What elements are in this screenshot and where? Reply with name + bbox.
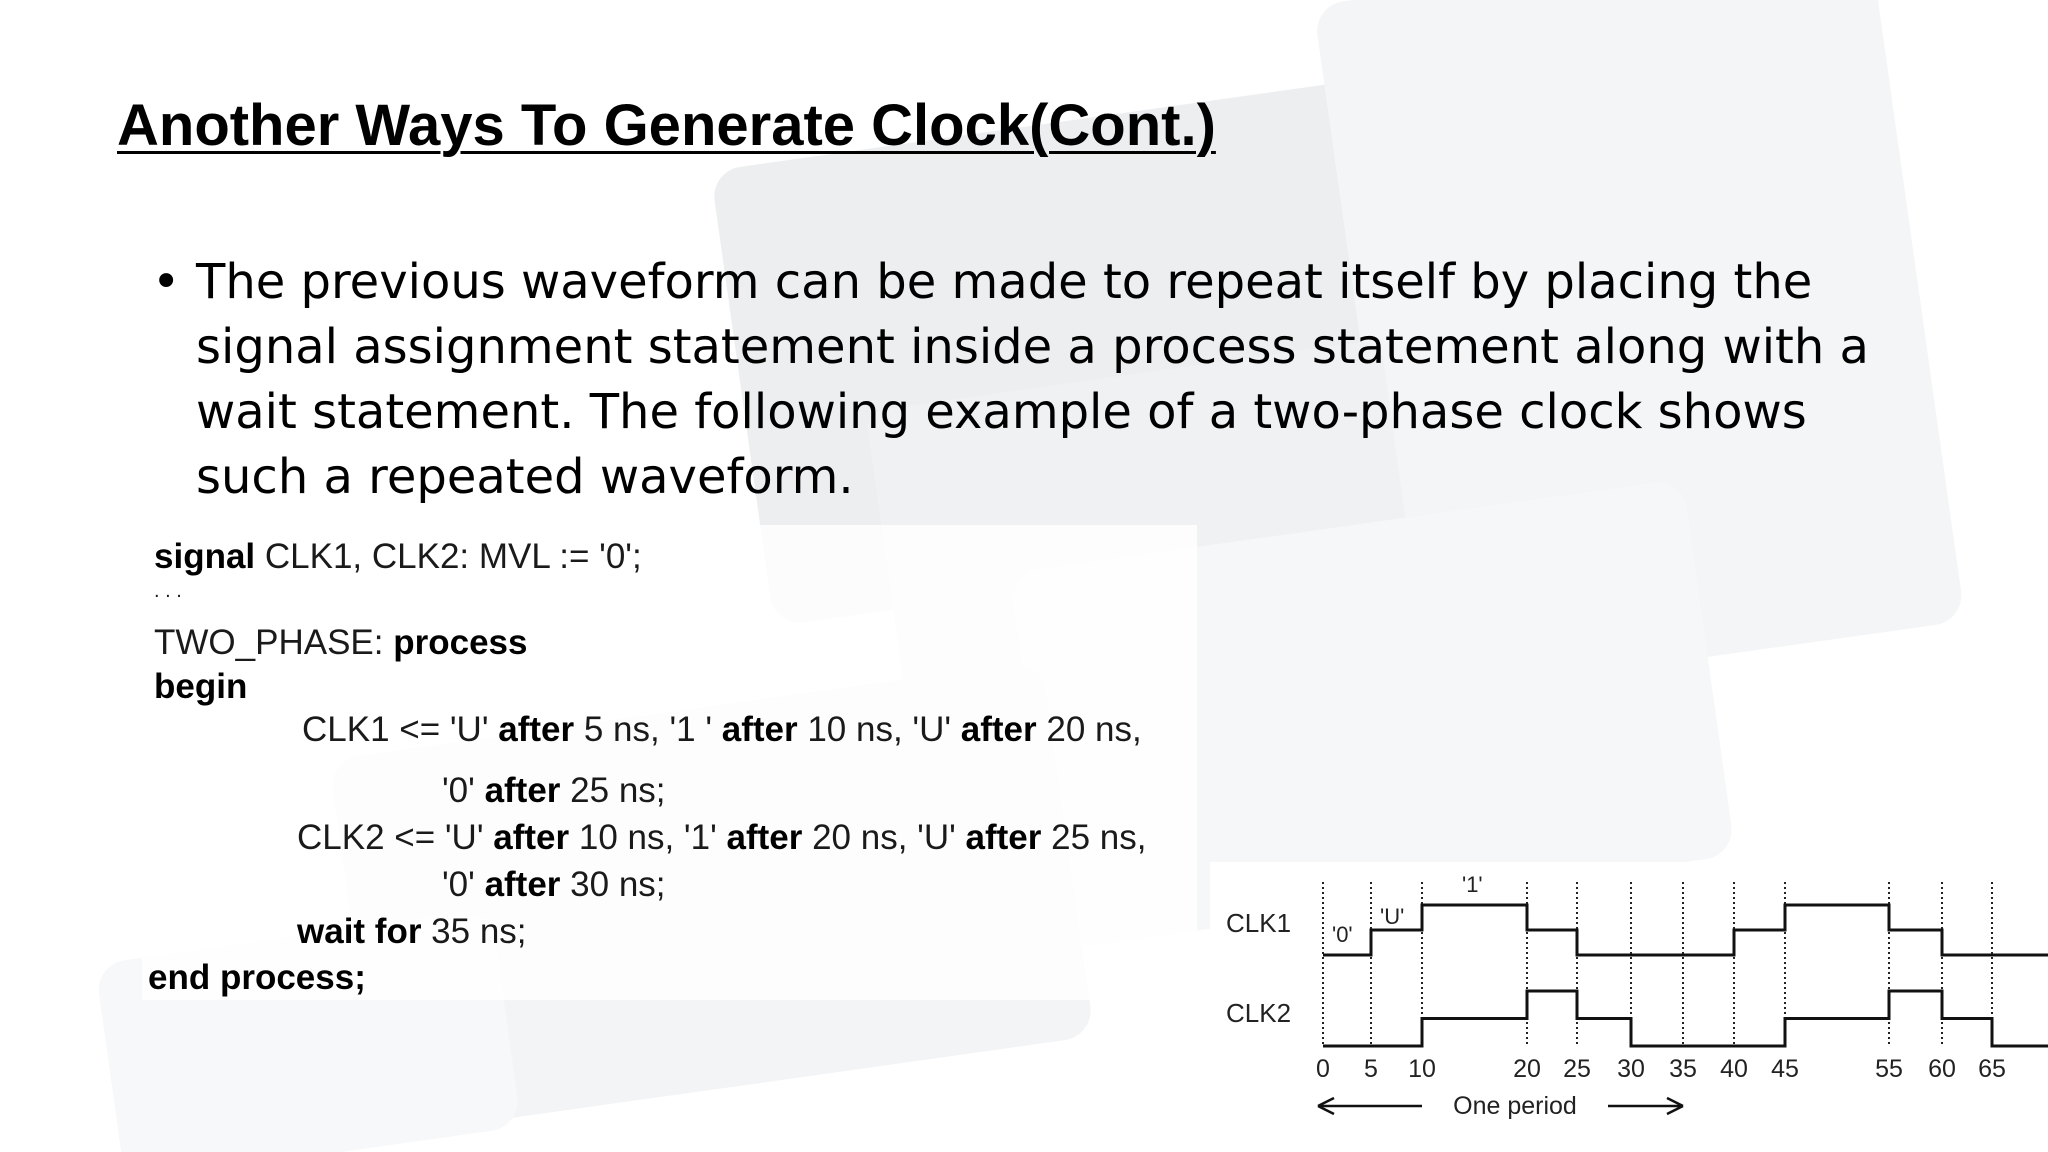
code-line: [154, 623, 527, 663]
time-tick-label: 5: [1364, 1055, 1378, 1083]
code-keyword: end process;: [148, 958, 366, 997]
code-text: 25 ns,: [1041, 818, 1147, 857]
code-line: [154, 667, 247, 707]
code-text: TWO_PHASE:: [154, 623, 394, 662]
signal-label-clk1: CLK1: [1226, 908, 1292, 938]
signal-label-clk2: CLK2: [1226, 998, 1292, 1028]
code-text: 20 ns,: [1036, 710, 1142, 749]
code-line: [297, 912, 527, 952]
code-keyword: after: [726, 818, 803, 857]
slide-title: Another Ways To Generate Clock(Cont.): [117, 93, 1216, 158]
code-text: 10 ns, 'U': [797, 710, 961, 749]
clk2-waveform: [1323, 991, 2048, 1046]
code-text: CLK1 <= 'U': [302, 710, 499, 749]
code-keyword: after: [965, 818, 1042, 857]
code-text: 10 ns, '1': [569, 818, 727, 857]
code-line: [148, 958, 366, 998]
code-text: 25 ns;: [560, 771, 666, 810]
code-text: CLK1, CLK2: MVL := '0';: [255, 537, 642, 576]
time-tick-label: 40: [1720, 1055, 1748, 1083]
code-text: 30 ns;: [560, 865, 666, 904]
time-tick-label: 65: [1978, 1055, 2006, 1083]
bullet-list: [150, 250, 1910, 510]
state-label: '1': [1462, 872, 1483, 897]
time-tick-label: 35: [1669, 1055, 1697, 1083]
state-label: 'U': [1380, 904, 1405, 929]
time-tick-label: 20: [1513, 1055, 1541, 1083]
code-keyword: after: [498, 710, 575, 749]
time-tick-label: 60: [1928, 1055, 1956, 1083]
time-tick-label: 10: [1408, 1055, 1436, 1083]
code-line: [154, 580, 182, 603]
timing-diagram-svg: [1210, 862, 2048, 1152]
bullet-item: [150, 250, 1910, 510]
code-text: 35 ns;: [421, 912, 527, 951]
code-text: '0': [442, 771, 485, 810]
code-keyword: wait for: [297, 912, 422, 951]
code-line: [442, 771, 666, 811]
code-keyword: begin: [154, 667, 248, 706]
time-tick-label: 25: [1563, 1055, 1591, 1083]
code-line: [154, 537, 642, 577]
time-tick-label: 30: [1617, 1055, 1645, 1083]
code-keyword: process: [393, 623, 528, 662]
code-text: CLK2 <= 'U': [297, 818, 494, 857]
vhdl-code-block: [142, 525, 1197, 1000]
code-text: '0': [442, 865, 485, 904]
state-label: '0': [1332, 922, 1353, 947]
code-keyword: after: [484, 865, 561, 904]
code-line: [297, 818, 1146, 858]
period-label: One period: [1453, 1092, 1577, 1120]
time-tick-label: 45: [1771, 1055, 1799, 1083]
code-keyword: after: [493, 818, 570, 857]
bullet-dot-icon: •: [152, 254, 181, 310]
code-line: [442, 865, 666, 905]
code-keyword: after: [721, 710, 798, 749]
code-text: 5 ns, '1 ': [574, 710, 722, 749]
time-tick-label: 55: [1875, 1055, 1903, 1083]
code-keyword: signal: [154, 537, 256, 576]
code-text: 20 ns, 'U': [802, 818, 966, 857]
code-keyword: after: [960, 710, 1037, 749]
code-text: . . .: [154, 580, 182, 602]
timing-diagram: [1210, 862, 2048, 1152]
code-line: [302, 710, 1142, 750]
time-tick-label: 0: [1316, 1055, 1330, 1083]
clk1-waveform: [1323, 905, 2048, 955]
bullet-text: The previous waveform can be made to repeat itself by placing the signal assignment statement inside a process statement along with a wait statement. The following example of a two-phase clock shows such a repeated waveform.: [196, 254, 1869, 505]
code-keyword: after: [484, 771, 561, 810]
